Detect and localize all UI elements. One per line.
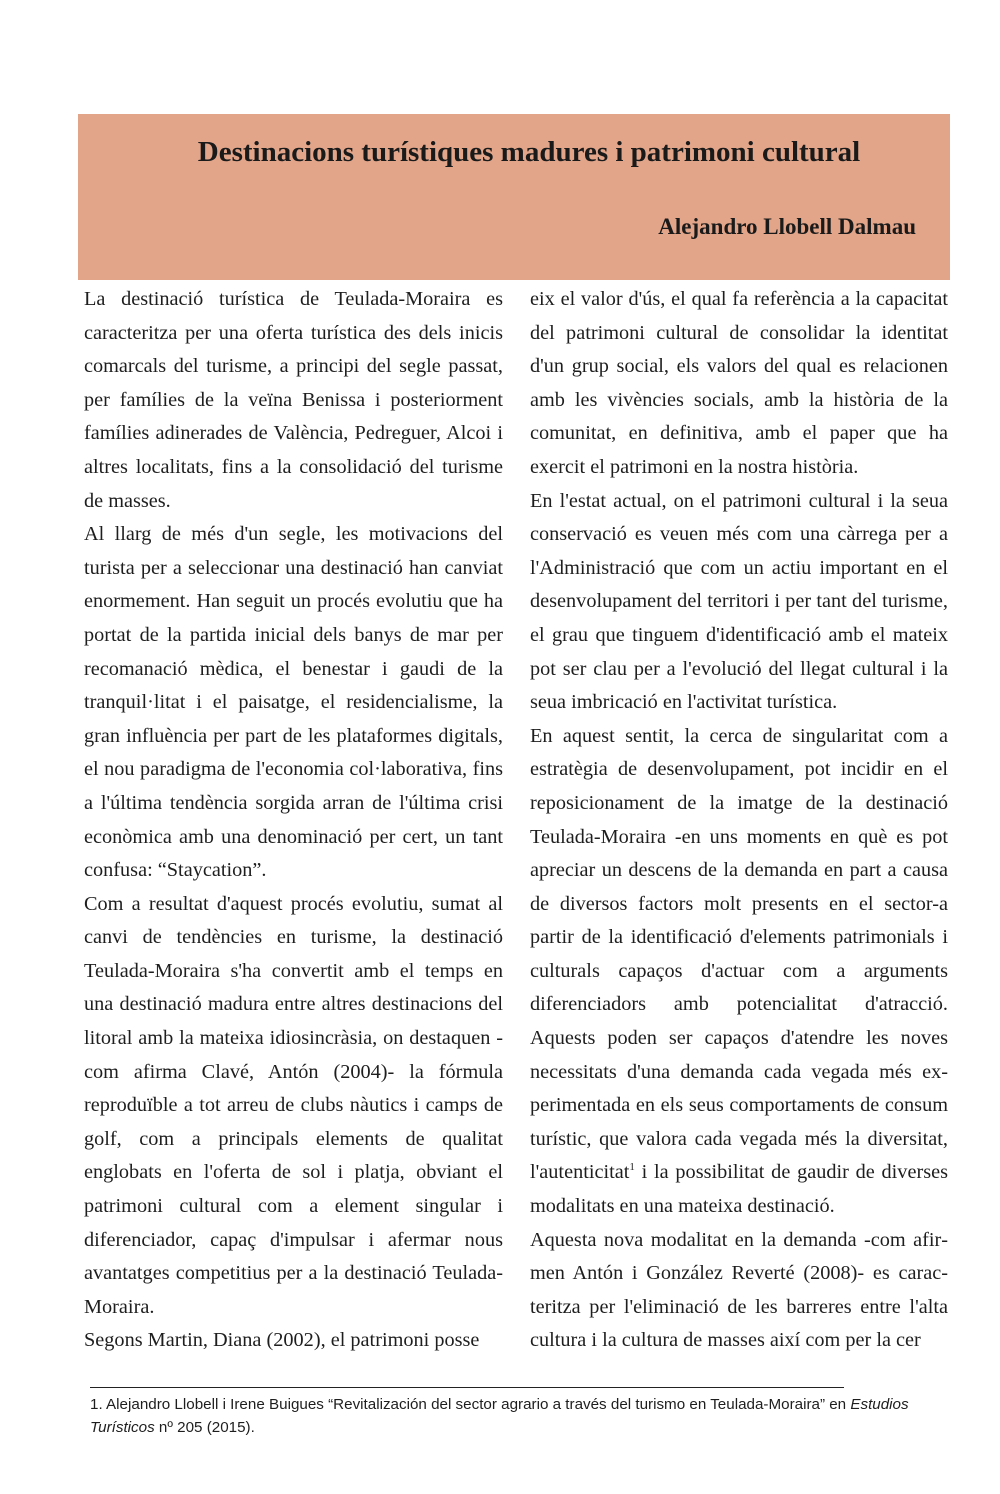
right-column [530,283,948,1353]
paragraph: eix el valor d'ús, el qual fa referència a la capacitat del patrimoni cultural de consolidar la identitat d'un grup social, els valors del qual es relacionen amb les vivències socials, amb la història de la comunitat, en definitiva, amb el paper que ha exercit el patrimoni en la nostra història. [530,288,948,478]
footnote [90,1393,960,1439]
footnote-divider [90,1387,844,1388]
author-name: Alejandro Llobell Dalmau [658,214,916,239]
paragraph: En l'estat actual, on el patrimoni cultural i la seua conservació es veuen més com una càrrega per a l'Administració que com un actiu important en el desenvolupament del territori i per tant del turisme, el grau que tinguem d'identificació amb el mateix pot ser clau per a l'evolució del llegat cultural i la seua imbricació en l'activitat turística. [530,489,948,714]
left-column [84,283,503,1353]
paragraph-text: En aquest sentit, la cerca de singularitat com a estratègia de desenvolupament, pot incidir en el reposicionament de la imatge de la destinació Teulada-Moraira -en uns moments en què es pot apreciar un descens de la demanda en part a causa de diversos factors molt presents en el sector-a partir de la identificació d'elements patrimonials i culturals capaços d'actuar com a arguments diferenciadors amb potencialitat d'atracció. Aquests poden ser capaços d'atendre les noves necessitats d'una demanda cada vegada més experimentada en els seus comportaments de consum turístic, que valora cada vegada més la diversitat, l'autenticitat [530,724,948,1184]
paragraph: Com a resultat d'aquest procés evolutiu, sumat al canvi de tendències en turisme, la destinació Teulada-Moraira s'ha convertit amb el temps en una destinació madura entre altres destinacions del litoral amb la mateixa idiosincràsia, on destaquen -com afirma Clavé, Antón (2004)- la fórmula reproduïble a tot arreu de clubs nàutics i camps de golf, com a principals elements de qualitat englobats en l'oferta de sol i platja, obviant el patrimoni cultural com a element singular i diferenciador, capaç d'impulsar i afermar nous avantatges competitius per a la destinació Teulada-Moraira. [84,892,503,1318]
footnote-journal: Estudios Turísticos [90,1396,909,1436]
title-banner [78,114,950,280]
paragraph: Al llarg de més d'un segle, les motivacions del turista per a seleccionar una destinació han canviat enormement. Han seguit un procés evolutiu que ha portat de la partida inicial dels banys de mar per recomanació mèdica, el benestar i gaudi de la tranquil·litat i el paisatge, el residencialisme, la gran influència per part de les plataformes digitals, el nou paradigma de l'economia col·laborativa, fins a l'última tendència sorgida arran de l'última crisi econòmica amb una denominació per cert, un tant confusa: “Staycation”. [84,523,503,882]
footnote-text: 1. Alejandro Llobell i Irene Buigues “Revitalización del sector agrario a través del turismo en Teulada-Moraira” en [90,1396,851,1413]
article-title: Destinacions turístiques madures i patrimoni cultural [197,136,861,168]
footnote-reference[interactable]: 1 [629,1161,635,1174]
paragraph: Segons Martin, Diana (2002), el patrimoni posse [84,1329,480,1352]
paragraph-text-continued: i la possibilitat de gaudir de diverses modalitats en una mateixa destinació. [530,1161,948,1218]
paragraph: La destinació turística de Teulada-Moraira es caracteritza per una oferta turística des dels inicis comarcals del turisme, a principi del segle passat, per famílies de la veïna Benissa i posteriorment famílies adinerades de València, Pedreguer, Alcoi i altres localitats, fins a la consolidació del turisme de masses. [84,288,503,512]
paragraph [530,720,948,1224]
paragraph: Aquesta nova modalitat en la demanda -com afirmen Antón i González Reverté (2008)- es caracteritza per l'eliminació de les barreres entre l'alta cultura i la cultura de masses així com per la cer [530,1228,948,1352]
footnote-text-end: nº 205 (2015). [154,1419,255,1436]
